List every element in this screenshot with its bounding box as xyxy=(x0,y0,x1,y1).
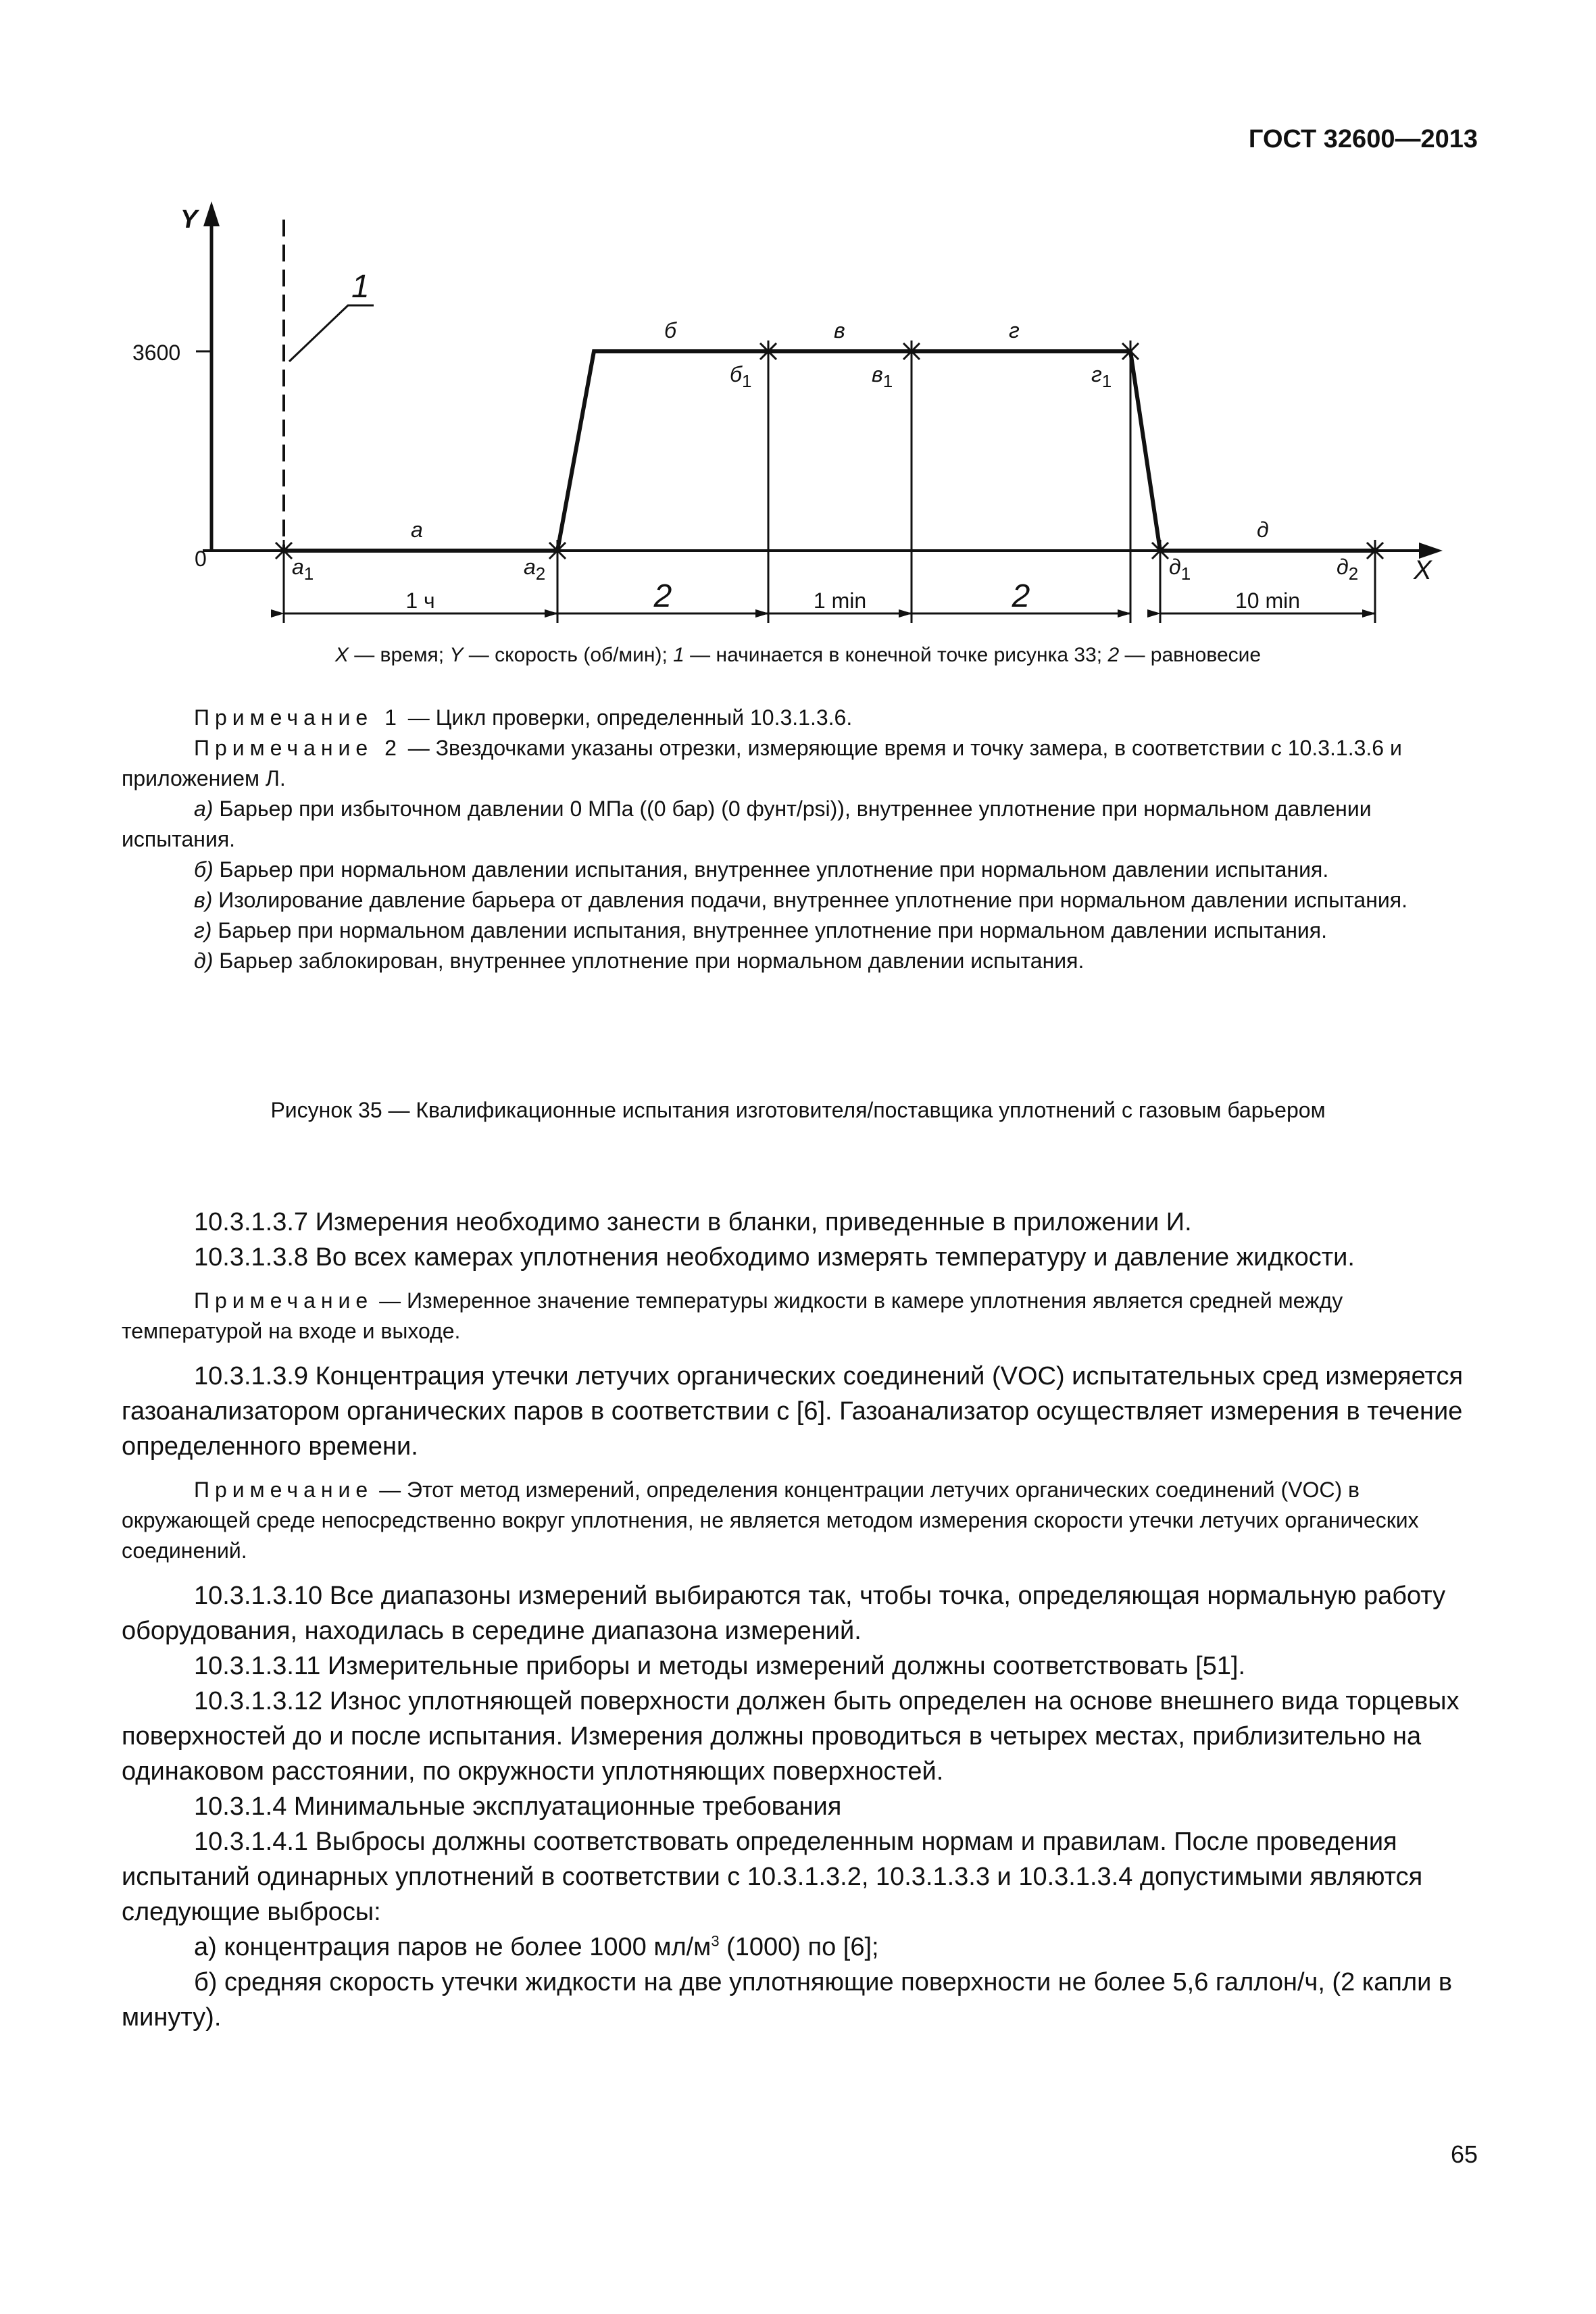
x-axis-label: X xyxy=(1414,555,1432,585)
note-2-text: — Звездочками указаны отрезки, измеряющие время и точку замера, в соответствии с 10.3.1.3.6 и приложением Л. xyxy=(122,736,1402,790)
figure-notes xyxy=(122,703,1485,976)
point-g1-sub: 1 xyxy=(1101,371,1112,391)
note-item-g xyxy=(122,915,1485,946)
point-d2: д xyxy=(1337,555,1349,579)
y-axis-arrow xyxy=(203,201,220,226)
point-d2-sub: 2 xyxy=(1348,563,1359,584)
page-number: 65 xyxy=(1450,2140,1478,2168)
paragraph-10-3-1-3-10: 10.3.1.3.10 Все диапазоны измерений выбираются так, чтобы точка, определяющая нормальную работу оборудования, находилась в середине диапазона измерений. xyxy=(122,1582,1446,1645)
paragraph-10-3-1-3-7: 10.3.1.3.7 Измерения необходимо занести в бланки, приведенные в приложении И. xyxy=(194,1208,1192,1236)
segment-label-b: б xyxy=(664,318,676,343)
note-item-g-label: г) xyxy=(194,918,212,942)
legend-y: Y xyxy=(449,644,464,666)
note-1 xyxy=(122,703,1485,733)
legend-x: X xyxy=(334,644,349,666)
note-temperature-text: — Измеренное значение температуры жидкости в камере уплотнения является средней между температурой на входе и выходе. xyxy=(122,1288,1343,1343)
legend-1-text: — начинается в конечной точке рисунка 33; xyxy=(684,644,1108,666)
point-a2-sub: 2 xyxy=(535,563,546,584)
list-item-a-tail: (1000) по [6]; xyxy=(719,1933,879,1961)
note-item-a-text: Барьер при избыточном давлении 0 МПа ((0 бар) (0 фунт/psi)), внутреннее уплотнение при нормальном давлении испытания. xyxy=(122,797,1372,851)
svg-text:а2 xyxy=(524,555,545,584)
note-item-a xyxy=(122,794,1485,855)
list-item-a-text: а) концентрация паров не более 1000 мл/м xyxy=(194,1933,712,1961)
point-v1-sub: 1 xyxy=(882,371,893,391)
note-2-word: Примечание 2 xyxy=(194,736,402,760)
paragraph-10-3-1-4-1: 10.3.1.4.1 Выбросы должны соответствовать определенным нормам и правилам. После проведения испытаний одинарных уплотнений в соответствии с 10.3.1.3.2, 10.3.1.3.3 и 10.3.1.3.4 допустимыми являются следующие выбросы: xyxy=(122,1828,1423,1926)
note-1-word: Примечание 1 xyxy=(194,705,402,730)
y-axis-label: Y xyxy=(180,205,198,234)
svg-text:д1 xyxy=(1169,555,1191,584)
note-temperature xyxy=(122,1286,1485,1347)
svg-text:д2 xyxy=(1337,555,1358,584)
segment-label-a: а xyxy=(411,518,423,542)
note-item-v xyxy=(122,885,1485,915)
svg-text:а1 xyxy=(292,555,314,584)
callout-leader xyxy=(289,305,374,361)
legend-x-text: — время; xyxy=(348,644,450,666)
document-header: ГОСТ 32600—2013 xyxy=(1248,125,1478,153)
dim-label-2a: 2 xyxy=(653,578,672,614)
dim-label-1h: 1 ч xyxy=(405,588,435,613)
note-item-d xyxy=(122,946,1485,976)
list-item-a-sup: 3 xyxy=(711,1932,720,1950)
note-item-g-text: Барьер при нормальном давлении испытания, внутреннее уплотнение при нормальном давлении испытания. xyxy=(211,918,1327,942)
note-voc-text: — Этот метод измерений, определения концентрации летучих органических соединений (VOC) в окружающей среде непосредственно вокруг уплотнения, не является методом измерения скорости утечки летучих органических соединений. xyxy=(122,1478,1419,1563)
list-item-b: б) средняя скорость утечки жидкости на две уплотняющие поверхности не более 5,6 галлон/ч, (2 капли в минуту). xyxy=(122,1968,1453,2032)
point-v1: в xyxy=(872,362,883,386)
paragraph-10-3-1-4: 10.3.1.4 Минимальные эксплуатационные требования xyxy=(194,1792,842,1821)
dim-label-1min: 1 min xyxy=(813,588,867,613)
note-2 xyxy=(122,733,1485,794)
point-b1: б xyxy=(730,362,742,386)
note-temperature-word: Примечание xyxy=(194,1288,374,1313)
note-item-b-label: б) xyxy=(194,857,214,882)
note-item-b xyxy=(122,855,1485,885)
figure-legend xyxy=(0,644,1596,667)
legend-1: 1 xyxy=(673,644,684,666)
legend-y-text: — скорость (об/мин); xyxy=(463,644,674,666)
point-g1: г xyxy=(1091,362,1102,386)
note-item-d-label: д) xyxy=(194,949,214,973)
speed-profile-line xyxy=(284,351,1375,551)
note-voc xyxy=(122,1475,1485,1566)
svg-text:г1 xyxy=(1091,362,1112,391)
figure-caption: Рисунок 35 — Квалификационные испытания изготовителя/поставщика уплотнений с газовым барьером xyxy=(270,1098,1326,1122)
note-item-v-text: Изолирование давление барьера от давления подачи, внутреннее уплотнение при нормальном давлении испытания. xyxy=(212,888,1407,912)
point-a2: а xyxy=(524,555,536,579)
svg-text:в1 xyxy=(872,362,893,391)
paragraph-10-3-1-3-12: 10.3.1.3.12 Износ уплотняющей поверхности должен быть определен на основе внешнего вида торцевых поверхностей до и после испытания. Измерения должны проводиться в четырех местах, приблизительно на одинаковом расстоянии, по окружности уплотняющих поверхностей. xyxy=(122,1687,1460,1786)
y-tick-label-3600: 3600 xyxy=(132,341,181,365)
svg-text:б1 xyxy=(730,362,751,391)
paragraph-10-3-1-3-9: 10.3.1.3.9 Концентрация утечки летучих органических соединений (VOC) испытательных сред измеряется газоанализатором органических паров в соответствии с [6]. Газоанализатор осуществляет измерения в течение определенного времени. xyxy=(122,1362,1464,1461)
paragraph-10-3-1-3-8: 10.3.1.3.8 Во всех камерах уплотнения необходимо измерять температуру и давление жидкости. xyxy=(194,1243,1355,1272)
segment-label-d: д xyxy=(1257,518,1269,542)
speed-time-diagram xyxy=(0,0,1596,649)
list-item-a xyxy=(122,1930,1485,1965)
note-voc-word: Примечание xyxy=(194,1478,374,1502)
dim-label-2b: 2 xyxy=(1012,578,1030,614)
main-text xyxy=(122,1205,1485,2035)
dim-label-10min: 10 min xyxy=(1235,588,1301,613)
point-a1-sub: 1 xyxy=(303,563,314,584)
point-d1: д xyxy=(1169,555,1181,579)
legend-2-text: — равновесие xyxy=(1119,644,1262,666)
point-b1-sub: 1 xyxy=(742,371,752,391)
origin-label: 0 xyxy=(195,547,207,571)
point-d1-sub: 1 xyxy=(1180,563,1191,584)
legend-2: 2 xyxy=(1107,644,1120,666)
note-item-d-text: Барьер заблокирован, внутреннее уплотнение при нормальном давлении испытания. xyxy=(213,949,1084,973)
paragraph-10-3-1-3-11: 10.3.1.3.11 Измерительные приборы и методы измерений должны соответствовать [51]. xyxy=(194,1652,1246,1680)
segment-label-v: в xyxy=(834,318,845,343)
segment-label-g: г xyxy=(1009,318,1020,343)
note-item-v-label: в) xyxy=(194,888,213,912)
note-item-b-text: Барьер при нормальном давлении испытания, внутреннее уплотнение при нормальном давлении испытания. xyxy=(213,857,1329,882)
point-a1: а xyxy=(292,555,304,579)
note-item-a-label: а) xyxy=(194,797,214,821)
callout-number: 1 xyxy=(351,269,370,305)
note-1-text: — Цикл проверки, определенный 10.3.1.3.6. xyxy=(401,705,853,730)
